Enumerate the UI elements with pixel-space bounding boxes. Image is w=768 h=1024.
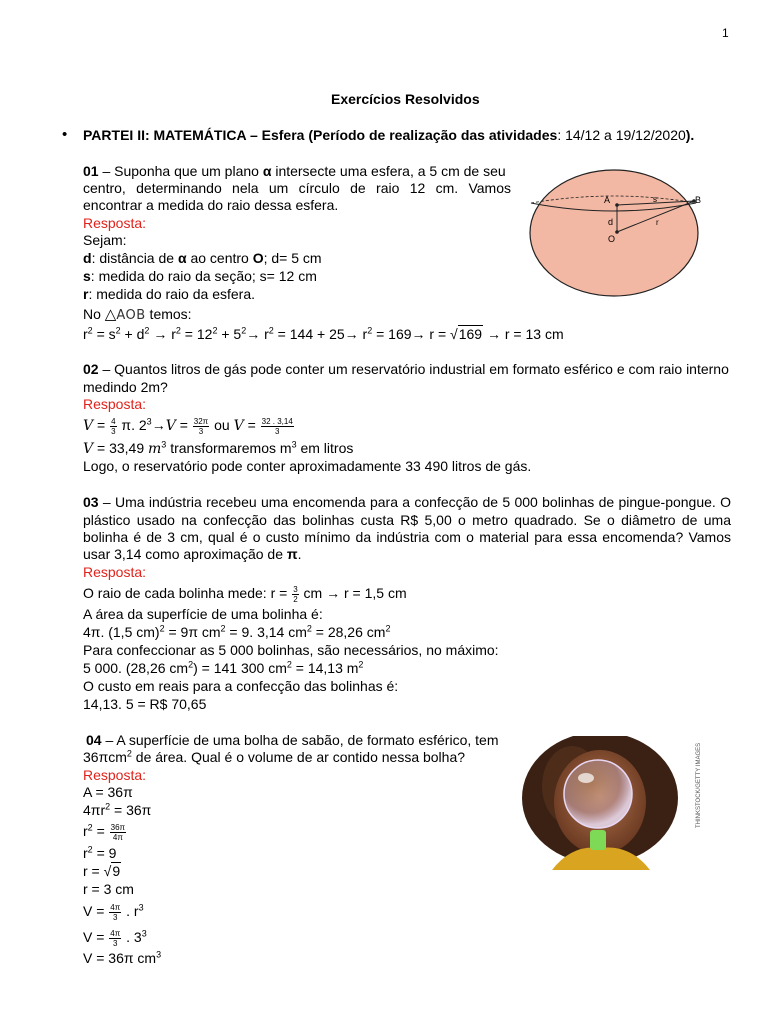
- sqrt-symbol: √: [450, 326, 458, 342]
- ex02-conclusion: Logo, o reservatório pode conter aproximadamente 33 490 litros de gás.: [83, 458, 532, 474]
- bubble-wand: [590, 830, 606, 850]
- ex04-step8: V = $\frac{4\pi}{3}$ . $3^3$: [83, 928, 147, 948]
- ex03-line4: usar 3,14 como aproximação de π.: [83, 546, 302, 562]
- ex04-step7: V = $\frac{4\pi}{3}$ . $r^3$: [83, 902, 144, 922]
- ex02-line2: medindo 2m?: [83, 379, 168, 395]
- label-r: r: [656, 218, 659, 227]
- ex03-step6: O custo em reais para a confecção das bolinhas é:: [83, 678, 399, 694]
- ex02-formula1: V = $\frac{4}{3}$ π. $2^3\to V$ = $\frac{32\pi}{3}$ ou V = $\frac{32 . 3,14}{3}$: [83, 416, 293, 436]
- sqrt-symbol: √: [103, 863, 112, 879]
- label-o: O: [608, 234, 616, 244]
- ex02-line1: 02 – Quantos litros de gás pode conter um reservatório industrial em formato esférico e com raio interno: [83, 361, 729, 377]
- ex01-def-d: d: distância de α ao centro O; d= 5 cm: [83, 250, 322, 266]
- triangle-icon: △: [104, 306, 117, 323]
- ex03-answer-label: Resposta:: [83, 564, 147, 580]
- ex03-step7: 14,13. 5 = R$ 70,65: [83, 696, 207, 712]
- bubble-shine: [578, 773, 594, 783]
- label-s: s: [653, 195, 657, 204]
- ex02-answer-label: Resposta:: [83, 396, 147, 412]
- label-b: B: [695, 195, 702, 205]
- ex04-line1: 04 – A superfície de uma bolha de sabão, de formato esférico, tem: [86, 732, 499, 748]
- ex01-line2: centro, determinando nela um círculo de raio 12 cm. Vamos: [83, 180, 511, 196]
- ex04-step6: r = 3 cm: [83, 881, 134, 897]
- point-o: [615, 230, 619, 234]
- page-number: 1: [722, 26, 729, 40]
- ex04-answer-label: Resposta:: [83, 767, 147, 783]
- triangle-label: AOB: [116, 308, 146, 323]
- ex04-step5: r = √9: [83, 863, 121, 879]
- label-a: A: [604, 195, 611, 205]
- ex04-step4: $r^2 = 9$: [83, 844, 117, 861]
- ex01-answer-label: Resposta:: [83, 215, 147, 231]
- ex03-step1: O raio de cada bolinha mede: r = $\frac{3}{2}$ cm → r = 1,5 cm: [83, 584, 407, 604]
- ex01-line1: 01 – Suponha que um plano α intersecte uma esfera, a 5 cm de seu: [83, 163, 506, 179]
- bubble-girl-photo: [512, 736, 706, 870]
- ex04-step1: A = 36π: [83, 784, 133, 800]
- photo-credit: THINKSTOCK/GETTY IMAGES: [696, 742, 702, 828]
- ex01-line3: encontrar a medida do raio dessa esfera.: [83, 197, 339, 213]
- ex03-step3: 4π. (1,5 cm)$^2$ = 9π $cm^2 = 9$. 3,14 $cm^2 = 28,26$ $cm^2$: [83, 623, 391, 640]
- ex01-sejam: Sejam:: [83, 232, 127, 248]
- ex02-formula2: V = 33,49 $m^3$ transformaremos $m^3$ em litros: [83, 439, 354, 457]
- ex01-equation: $r^2 = s^2 + d^2 \to r^2 = 12^2 + 5^2\to r^2 = 144 + 25\to r^2 = 169\to r = √169 \to r = 13$ cm: [83, 325, 564, 342]
- ex03-step5: 5 000. (28,26 $cm^2) = 141$ 300 $cm^2 = 14,13$ $m^2$: [83, 659, 364, 676]
- ex04-step2: $4\pi r^2 = 36\pi$: [83, 801, 152, 818]
- ex03-line1: 03 – Uma indústria recebeu uma encomenda para a confecção de 5 000 bolinhas de pingue-pongue. O: [83, 494, 731, 510]
- sphere-diagram: [526, 167, 708, 299]
- sphere-body: [530, 170, 698, 296]
- ex04-step3: $r^2$ = $\frac{36\pi}{4\pi}$: [83, 822, 126, 842]
- ex01-triangle-line: No △AOB temos:: [83, 306, 192, 323]
- document-title: Exercícios Resolvidos: [331, 91, 480, 107]
- ex03-step4: Para confeccionar as 5 000 bolinhas, são necessários, no máximo:: [83, 642, 499, 658]
- ex03-line2: plástico usado na confecção das bolinhas custa R$ 5,00 o metro quadrado. Se o diâmetro de uma: [83, 512, 731, 528]
- ex01-def-s: s: medida do raio da seção; s= 12 cm: [83, 268, 317, 284]
- ex01-def-r: r: medida do raio da esfera.: [83, 286, 255, 302]
- soap-bubble: [564, 760, 632, 828]
- ex03-line3: bolinha é de 3 cm, qual é o custo mínimo da indústria com o material para essa encomenda? Vamos: [83, 529, 731, 545]
- label-d: d: [608, 217, 614, 227]
- section-bullet: •: [62, 126, 68, 143]
- ex04-step9: V = 36π $cm^3$: [83, 949, 162, 966]
- ex04-line2: 36πcm$^2$ de área. Qual é o volume de ar contido nessa bolha?: [83, 748, 466, 765]
- section-heading: PARTEI II: MATEMÁTICA – Esfera (Período de realização das atividades: 14/12 a 19/12/2020).: [83, 127, 695, 143]
- point-a: [615, 203, 619, 207]
- ex03-step2: A área da superfície de uma bolinha é:: [83, 606, 323, 622]
